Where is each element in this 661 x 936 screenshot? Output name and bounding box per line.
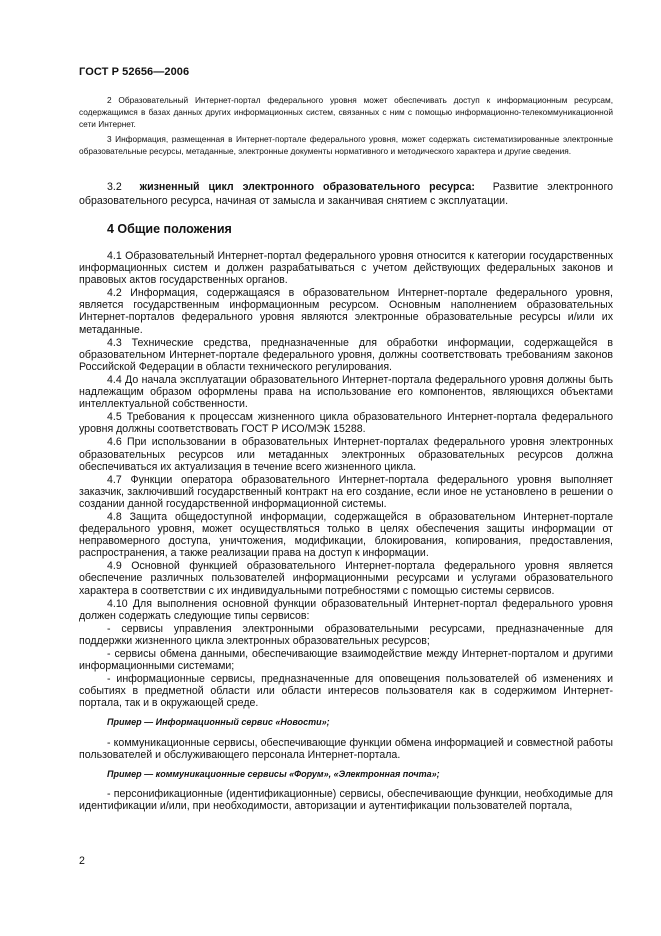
definition-number: 3.2: [107, 181, 122, 193]
list-item-personification-services: - персонификационные (идентификационные) сервисы, обеспечивающие функции, необходимые для идентификации и/или, при необходимости, авторизации и аутентификации пользователей портала,: [79, 787, 613, 812]
paragraph-4-4: 4.4 До начала эксплуатации образовательного Интернет-портала федерального уровня должны быть надлежащим образом оформлены права на использование его компонентов, являющихся объектами интеллектуальной собственности.: [79, 373, 613, 411]
paragraph-4-1: 4.1 Образовательный Интернет-портал федерального уровня относится к категории государственных информационных систем и должен разрабатываться с учетом действующих федеральных законов и правовых актов государственных органов.: [79, 250, 613, 287]
note-2: 2 Образовательный Интернет-портал федерального уровня может обеспечивать доступ к информационным ресурсам, содержащимся в базах данных других информационных систем, связанных с ним с помощью информационно-телекоммуникационной сети Интернет.: [79, 95, 613, 129]
paragraph-4-10: 4.10 Для выполнения основной функции образовательный Интернет-портал федерального уровня должен содержать следующие типы сервисов:: [79, 597, 613, 622]
example-news: Пример — Информационный сервис «Новости»;: [107, 717, 330, 728]
paragraph-4-6: 4.6 При использовании в образовательных Интернет-порталах федерального уровня электронных образовательных ресурсов или метаданных электронных образовательных ресурсов должна обеспечиваться их актуализация в течение всего жизненного цикла.: [79, 436, 613, 473]
paragraph-4-8: 4.8 Защита общедоступной информации, содержащейся в образовательном Интернет-портале федерального уровня, может осуществляться только в целях обеспечения защиты информации от неправомерного доступа, уничтожения, модификации, блокирования, копирования, предоставления, распространения, а также реализации права на доступ к информации.: [79, 510, 613, 560]
paragraph-4-3: 4.3 Технические средства, предназначенные для обработки информации, содержащейся в образовательном Интернет-портале федерального уровня, должны соответствовать требованиям законов Российской Федерации в области технического регулирования.: [79, 336, 613, 373]
paragraph-4-2: 4.2 Информация, содержащаяся в образовательном Интернет-портале федерального уровня, является государственным информационным ресурсом. Основным наполнением образовательных Интернет-порталов федерального уровня являются электронные образовательные ресурсы и/или их метаданные.: [79, 287, 613, 336]
paragraph-4-9: 4.9 Основной функцией образовательного Интернет-портала федерального уровня является обеспечение различных пользователей информационными ресурсами и услугами образовательного характера в соответствии с их индивидуальными потребностями с помощью системы сервисов.: [79, 560, 613, 597]
paragraph-4-7: 4.7 Функции оператора образовательного Интернет-портала федерального уровня выполняет заказчик, заключивший государственный контракт на его создание, если иное не установлено в решении о создании данной государственной информационной системы.: [79, 473, 613, 510]
section-body: [79, 250, 613, 813]
note-3: 3 Информация, размещенная в Интернет-портале федерального уровня, может содержать систематизированные электронные образовательные ресурсы, метаданные, электронные документы нормативного и методического характера и другие сведения.: [79, 134, 613, 156]
definition-term: жизненный цикл электронного образовательного ресурса:: [139, 181, 475, 193]
list-item-communication-services: - коммуникационные сервисы, обеспечивающие функции обмена информацией и совместной работы пользователей и обслуживающего персонала Интернет-портала.: [79, 736, 613, 761]
notes-block: [79, 94, 613, 160]
list-item-information-services: - информационные сервисы, предназначенные для оповещения пользователей об изменениях и событиях в предметной области или области интересов пользователя как в содержимом Интернет-портала, так и в окружающей среде.: [79, 673, 613, 710]
definition-3-2: [79, 180, 613, 209]
example-forum-email: Пример — коммуникационные сервисы «Форум», «Электронная почта»;: [107, 768, 440, 779]
section-title: 4 Общие положения: [107, 222, 232, 236]
paragraph-4-5: 4.5 Требования к процессам жизненного цикла образовательного Интернет-портала федерального уровня должны соответствовать ГОСТ Р ИСО/МЭК 15288.: [79, 411, 613, 436]
document-header: ГОСТ Р 52656—2006: [79, 66, 190, 78]
page-number: 2: [79, 855, 85, 867]
list-item-exchange-services: - сервисы обмена данными, обеспечивающие взаимодействие между Интернет-порталом и другими информационными системами;: [79, 648, 613, 673]
definition-text: Развитие электронного образовательного ресурса, начиная от замысла и заканчивая снятием с эксплуатации.: [79, 181, 613, 208]
list-item-management-services: - сервисы управления электронными образовательными ресурсами, предназначенные для поддержки жизненного цикла электронных образовательных ресурсов;: [79, 622, 613, 647]
